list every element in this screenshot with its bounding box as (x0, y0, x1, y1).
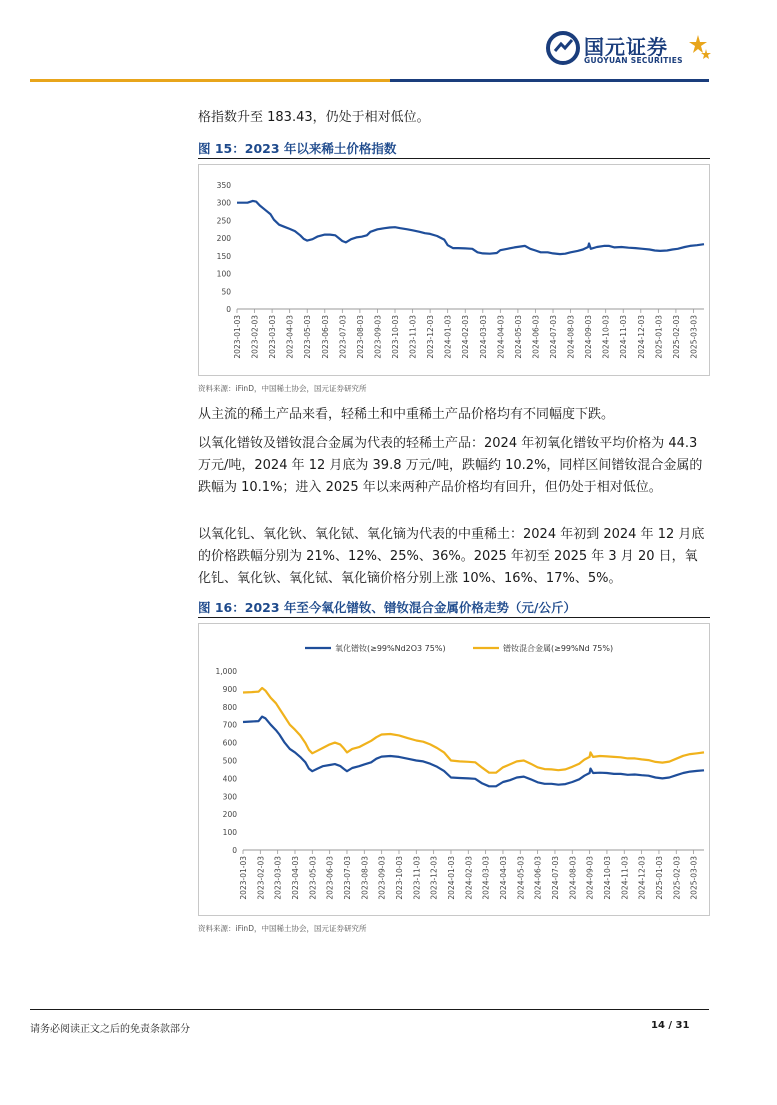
y-tick-label: 350 (216, 181, 231, 190)
y-tick-label: 0 (226, 305, 231, 314)
x-tick-label: 2023-12-03 (426, 315, 436, 359)
x-tick-label: 2024-11-03 (620, 856, 630, 900)
x-tick-label: 2023-04-03 (285, 315, 295, 359)
x-tick-label: 2023-11-03 (408, 315, 418, 359)
y-tick-label: 800 (222, 702, 237, 712)
series-line-1 (237, 201, 704, 254)
x-tick-label: 2024-05-03 (513, 315, 523, 359)
page-number: 14 / 31 (651, 1020, 690, 1031)
legend-label-1: 氧化镨钕(≥99%Nd2O3 75%) (335, 644, 446, 653)
x-tick-label: 2024-05-03 (516, 856, 526, 900)
y-tick-label: 300 (216, 198, 231, 208)
x-tick-label: 2023-03-03 (273, 856, 283, 900)
y-tick-label: 100 (216, 269, 231, 279)
x-tick-label: 2023-02-03 (256, 856, 266, 900)
x-tick-label: 2024-02-03 (461, 315, 471, 359)
gold-stars-icon (684, 33, 712, 63)
x-tick-label: 2023-05-03 (308, 856, 318, 900)
x-tick-label: 2023-08-03 (355, 315, 365, 359)
guoyuan-logo-icon (546, 31, 580, 65)
x-tick-label: 2024-04-03 (498, 856, 508, 900)
x-tick-label: 2024-07-03 (549, 315, 559, 359)
footer-rule (30, 1009, 709, 1010)
paragraph-heavy-rare-earth: 以氧化钆、氧化钬、氧化铽、氧化镝为代表的中重稀土：2024 年初到 2024 年 12 月底的价格跌幅分别为 21%、12%、25%、36%。2025 年初至 2025 年 3 月 20 日，氧化钆、氧化钬、氧化铽、氧化镝价格分别上涨 10%、16%、17%、5%。 (198, 527, 705, 586)
figure-16-rule (198, 617, 710, 618)
x-tick-label: 2023-09-03 (373, 315, 383, 359)
y-tick-label: 200 (216, 234, 231, 244)
x-tick-label: 2024-09-03 (585, 856, 595, 900)
x-tick-label: 2023-06-03 (325, 856, 335, 900)
x-tick-label: 2023-10-03 (391, 315, 401, 359)
x-tick-label: 2024-03-03 (478, 315, 488, 359)
legend-label-2: 镨钕混合金属(≥99%Nd 75%) (503, 644, 614, 653)
x-tick-label: 2024-12-03 (636, 315, 646, 359)
y-tick-label: 1,000 (215, 667, 237, 676)
y-tick-label: 500 (222, 756, 237, 766)
x-tick-label: 2024-08-03 (566, 315, 576, 359)
x-tick-label: 2024-12-03 (637, 856, 647, 900)
x-tick-label: 2024-02-03 (464, 856, 474, 900)
x-tick-label: 2023-03-03 (268, 315, 278, 359)
x-tick-label: 2024-04-03 (496, 315, 506, 359)
x-tick-label: 2025-02-03 (672, 856, 682, 900)
x-tick-label: 2025-02-03 (671, 315, 681, 359)
x-tick-label: 2023-02-03 (250, 315, 260, 359)
x-tick-label: 2024-07-03 (550, 856, 560, 900)
figure-15-title: 图 15：2023 年以来稀土价格指数 (198, 141, 397, 156)
x-tick-label: 2024-11-03 (619, 315, 629, 359)
y-tick-label: 600 (222, 738, 237, 748)
x-tick-label: 2023-07-03 (342, 856, 352, 900)
x-tick-label: 2023-12-03 (429, 856, 439, 900)
x-tick-label: 2024-08-03 (568, 856, 578, 900)
x-tick-label: 2023-05-03 (303, 315, 313, 359)
x-tick-label: 2024-01-03 (446, 856, 456, 900)
paragraph-main: 从主流的稀土产品来看，轻稀土和中重稀土产品价格均有不同幅度下跌。 (198, 407, 615, 422)
x-tick-label: 2024-09-03 (584, 315, 594, 359)
x-tick-label: 2024-01-03 (443, 315, 453, 359)
y-tick-label: 100 (222, 828, 237, 838)
figure-16-svg (199, 624, 709, 915)
series-line-1 (243, 717, 704, 787)
y-tick-label: 150 (216, 251, 231, 261)
y-tick-label: 0 (232, 846, 237, 855)
x-tick-label: 2024-10-03 (602, 856, 612, 900)
figure-16-title: 图 16：2023 年至今氧化镨钕、镨钕混合金属价格走势（元/公斤） (198, 600, 576, 615)
brand-name-cn: 国元证券 (584, 35, 668, 59)
y-tick-label: 900 (222, 684, 237, 694)
paragraph-light-rare-earth: 以氧化镨钕及镨钕混合金属为代表的轻稀土产品：2024 年初氧化镨钕平均价格为 44.3 万元/吨，2024 年 12 月底为 39.8 万元/吨，跌幅约 10.2%，同样区间镨钕混合金属的跌幅为 10.1%；进入 2025 年以来两种产品价格均有回升，但仍处于相对低位。 (198, 436, 703, 495)
x-tick-label: 2025-01-03 (654, 856, 664, 900)
x-tick-label: 2025-01-03 (654, 315, 664, 359)
y-tick-label: 400 (222, 774, 237, 784)
figure-15-svg (199, 165, 709, 375)
x-tick-label: 2023-09-03 (377, 856, 387, 900)
x-tick-label: 2023-04-03 (290, 856, 300, 900)
x-tick-label: 2023-06-03 (320, 315, 330, 359)
x-tick-label: 2023-07-03 (338, 315, 348, 359)
x-tick-label: 2023-08-03 (360, 856, 370, 900)
figure-15-chart (198, 164, 710, 376)
x-tick-label: 2023-01-03 (239, 856, 248, 900)
y-tick-label: 300 (222, 792, 237, 802)
intro-line: 格指数升至 183.43，仍处于相对低位。 (198, 110, 430, 125)
footer-disclaimer: 请务必阅读正文之后的免责条款部分 (30, 1024, 190, 1035)
x-tick-label: 2024-06-03 (531, 315, 541, 359)
y-tick-label: 700 (222, 720, 237, 730)
figure-16-chart (198, 623, 710, 916)
y-tick-label: 50 (221, 287, 231, 297)
x-tick-label: 2023-11-03 (412, 856, 422, 900)
figure-15-rule (198, 158, 710, 159)
x-tick-label: 2023-10-03 (394, 856, 404, 900)
header-rule-navy (390, 79, 709, 82)
figure-15-source: 资料来源：iFinD，中国稀土协会，国元证券研究所 (198, 384, 367, 393)
x-tick-label: 2024-10-03 (601, 315, 611, 359)
x-tick-label: 2025-03-03 (689, 315, 699, 359)
header-rule-gold (30, 79, 390, 82)
x-tick-label: 2025-03-03 (689, 856, 699, 900)
x-tick-label: 2023-01-03 (233, 315, 242, 359)
series-line-2 (243, 688, 704, 773)
brand-name-en: GUOYUAN SECURITIES (584, 56, 683, 65)
y-tick-label: 200 (222, 810, 237, 820)
x-tick-label: 2024-06-03 (533, 856, 543, 900)
y-tick-label: 250 (216, 216, 231, 226)
figure-16-source: 资料来源：iFinD，中国稀土协会，国元证券研究所 (198, 924, 367, 933)
x-tick-label: 2024-03-03 (481, 856, 491, 900)
